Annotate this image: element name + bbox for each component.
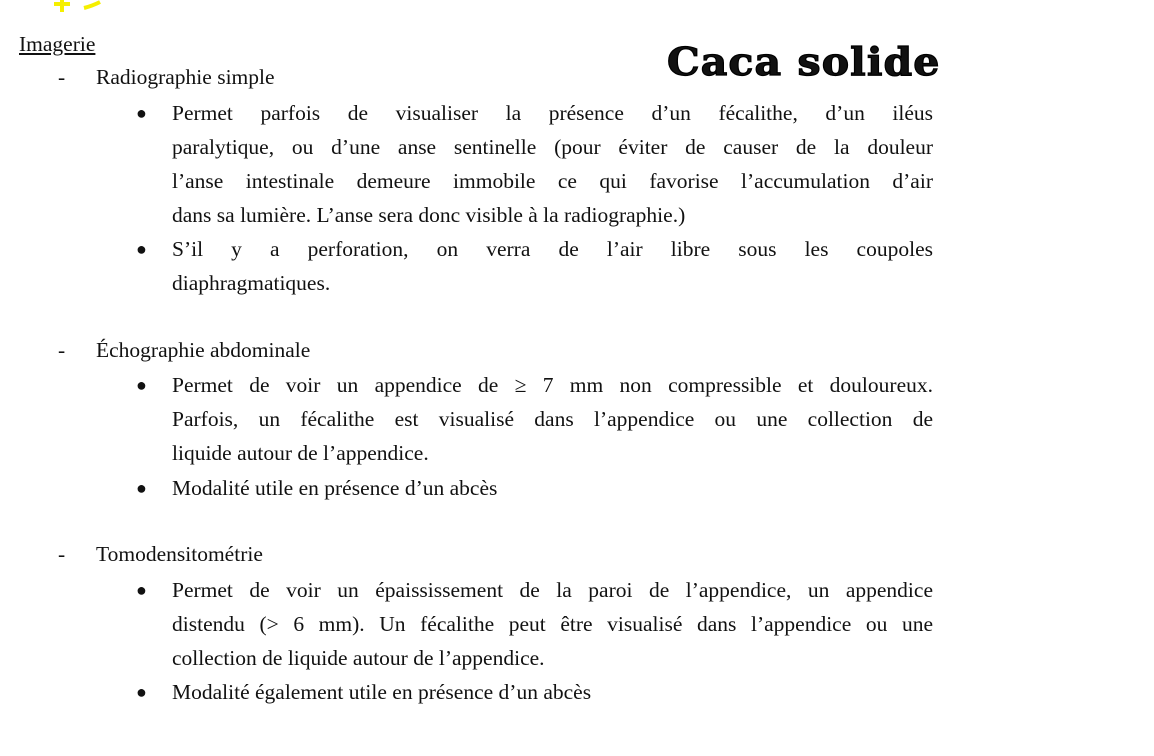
subsection-label: Échographie abdominale: [96, 338, 311, 362]
list-dash: -: [58, 338, 66, 362]
subsection-label: Tomodensitométrie: [96, 542, 263, 566]
bullet-text-line: Modalité également utile en présence d’un abcès: [172, 680, 592, 704]
list-dash: -: [58, 65, 66, 89]
handwritten-annotation: Caca solide: [667, 39, 941, 84]
list-dash: -: [58, 542, 66, 566]
bullet-icon: ●: [136, 375, 147, 395]
bullet-text-line: distendu (> 6 mm). Un fécalithe peut être visualisé dans l’appendice ou une: [172, 612, 933, 636]
bullet-icon: ●: [136, 103, 147, 123]
bullet-text-line: collection de liquide autour de l’appendice.: [172, 646, 545, 670]
bullet-text-line: diaphragmatiques.: [172, 271, 331, 295]
bullet-text-line: liquide autour de l’appendice.: [172, 441, 429, 465]
bullet-icon: ●: [136, 239, 147, 259]
bullet-text-line: Permet de voir un épaississement de la paroi de l’appendice, un appendice: [172, 578, 933, 602]
bullet-text-line: Permet parfois de visualiser la présence d’un fécalithe, d’un iléus: [172, 101, 933, 125]
bullet-text-line: Permet de voir un appendice de ≥ 7 mm non compressible et douloureux.: [172, 373, 933, 397]
subsection-label: Radiographie simple: [96, 65, 275, 89]
bullet-text-line: dans sa lumière. L’anse sera donc visible à la radiographie.): [172, 203, 686, 227]
bullet-text-line: S’il y a perforation, on verra de l’air libre sous les coupoles: [172, 237, 933, 261]
bullet-icon: ●: [136, 682, 147, 702]
bullet-text-line: Modalité utile en présence d’un abcès: [172, 476, 498, 500]
yellow-pen-marks: [40, 0, 120, 12]
bullet-text-line: Parfois, un fécalithe est visualisé dans l’appendice ou une collection de: [172, 407, 933, 431]
bullet-icon: ●: [136, 478, 147, 498]
section-title: Imagerie: [19, 32, 96, 56]
bullet-text-line: paralytique, ou d’une anse sentinelle (pour éviter de causer de la douleur: [172, 135, 933, 159]
bullet-text-line: l’anse intestinale demeure immobile ce qui favorise l’accumulation d’air: [172, 169, 933, 193]
bullet-icon: ●: [136, 580, 147, 600]
